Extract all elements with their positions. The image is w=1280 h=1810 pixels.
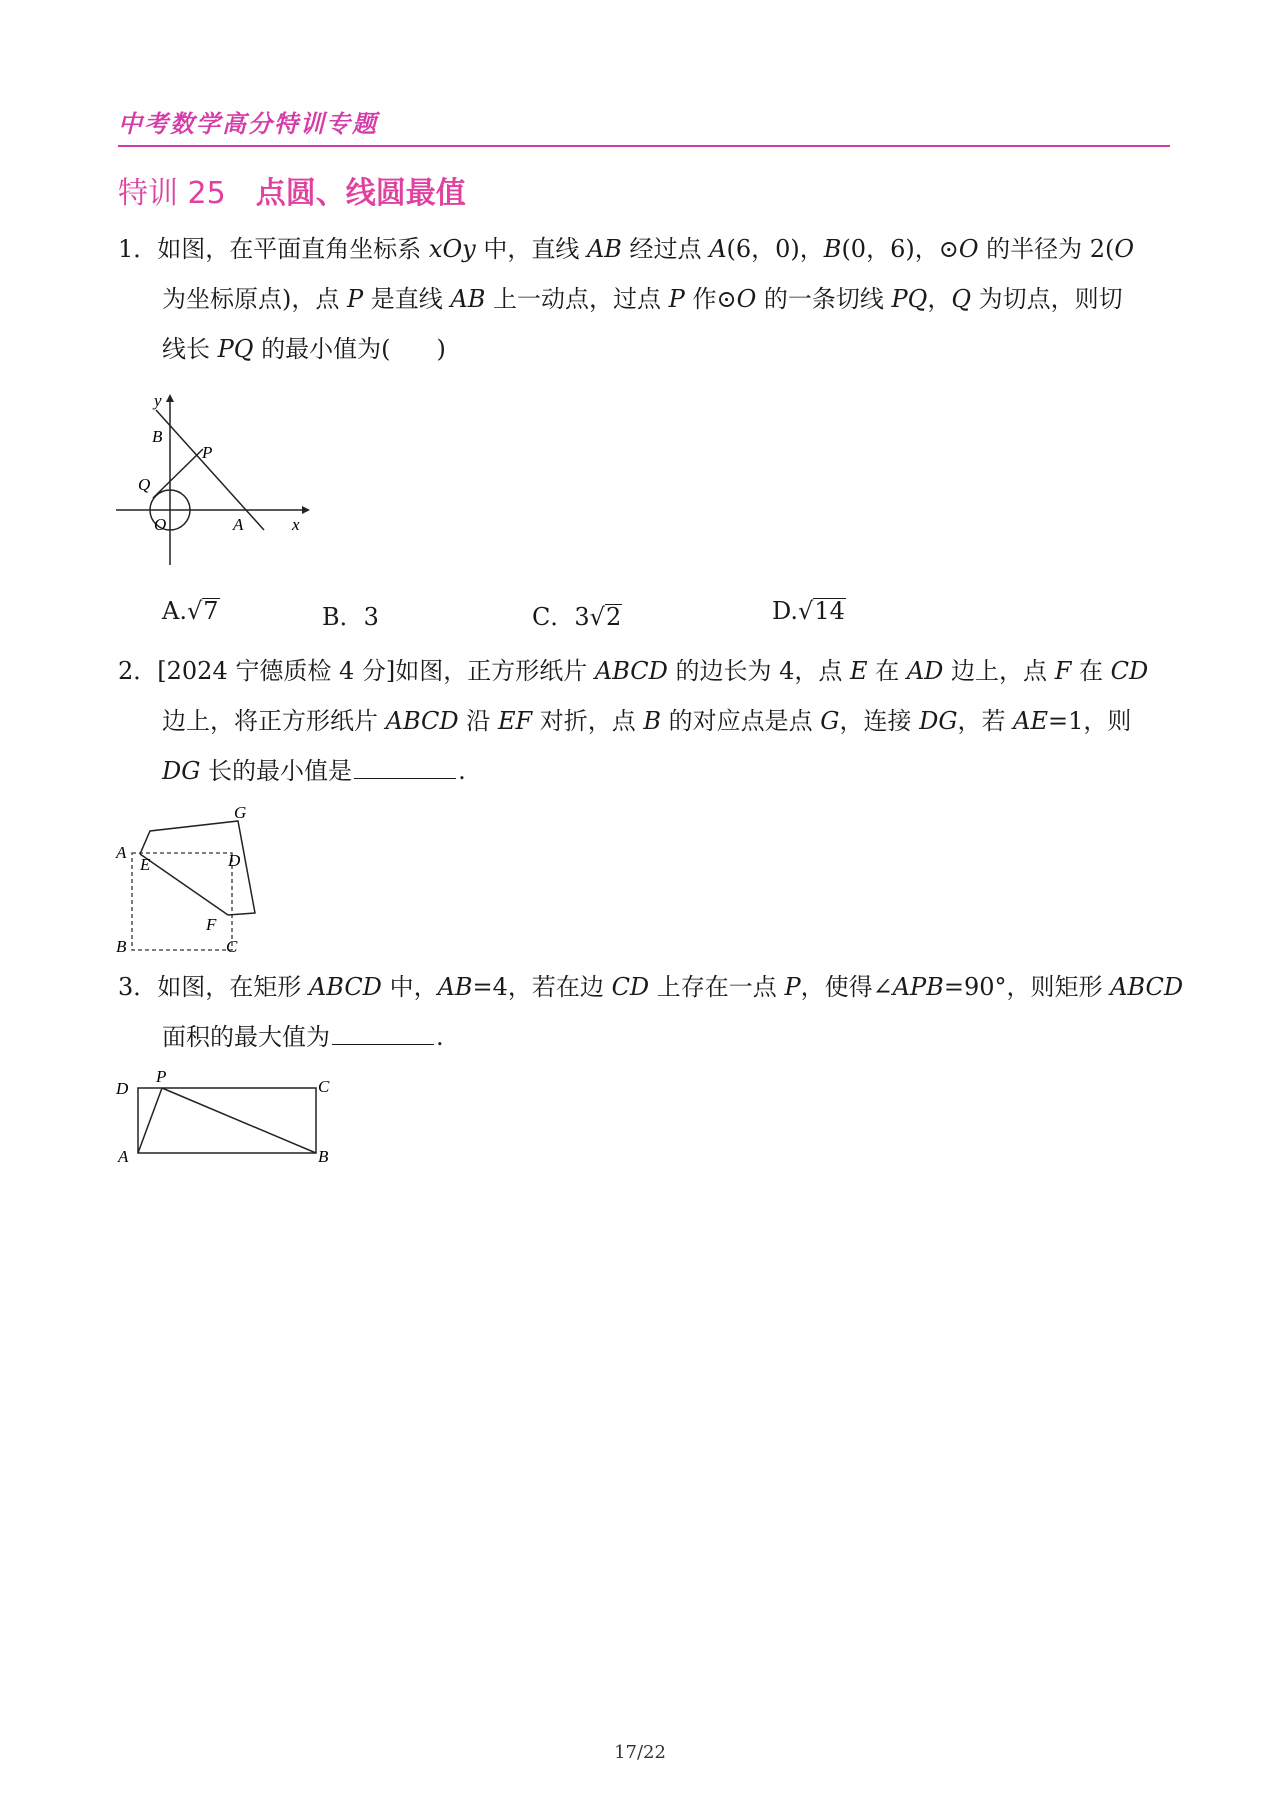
- q1-label-a: A: [233, 515, 244, 534]
- q1-option-a: A.√7: [162, 597, 219, 625]
- q1-line-2: 为坐标原点)，点 P 是直线 AB 上一动点，过点 P 作⊙O 的一条切线 PQ，Q 为切点，则切: [162, 285, 1123, 313]
- q2-label-f: F: [206, 915, 217, 934]
- q1-option-d: D.√14: [772, 597, 845, 625]
- q1-figure: [110, 390, 310, 570]
- q1-label-x: x: [292, 515, 300, 534]
- question-2: [118, 646, 1148, 796]
- answer-blank: [354, 754, 456, 779]
- q2-line-1: 2．[2024 宁德质检 4 分]如图，正方形纸片 ABCD 的边长为 4，点 E 在 AD 边上，点 F 在 CD: [118, 657, 1149, 685]
- q1-label-o: O: [154, 515, 167, 534]
- question-3: [118, 962, 1183, 1062]
- q2-line-2: 边上，将正方形纸片 ABCD 沿 EF 对折，点 B 的对应点是点 G，连接 DG，若 AE=1，则: [162, 707, 1132, 735]
- q2-figure: [110, 800, 270, 960]
- q2-label-d: D: [228, 851, 241, 870]
- q1-option-b: B．3: [322, 603, 379, 631]
- section-title: [118, 168, 466, 212]
- q2-label-a: A: [116, 843, 127, 862]
- q3-label-b: B: [318, 1147, 329, 1166]
- q3-label-d: D: [116, 1079, 129, 1098]
- q3-figure: [110, 1068, 350, 1178]
- header-rule: [118, 145, 1170, 147]
- q3-line-1: 3．如图，在矩形 ABCD 中，AB=4，若在边 CD 上存在一点 P，使得∠APB=90°，则矩形 ABCD: [118, 973, 1184, 1001]
- q1-label-p: P: [202, 443, 213, 462]
- q2-label-g: G: [234, 803, 247, 822]
- q3-label-c: C: [318, 1077, 330, 1096]
- q1-label-b: B: [152, 427, 163, 446]
- q3-line-2: 面积的最大值为 .: [118, 1012, 1183, 1062]
- page-number: 17/22: [614, 1742, 666, 1763]
- q2-label-c: C: [226, 937, 238, 956]
- series-header: 中考数学高分特训专题: [118, 109, 378, 138]
- q1-line-3: 线长 PQ 的最小值为( ): [162, 335, 446, 363]
- q2-line-3: DG 长的最小值是 .: [118, 746, 1148, 796]
- q3-label-p: P: [156, 1068, 167, 1086]
- q2-label-b: B: [116, 937, 127, 956]
- q3-label-a: A: [118, 1147, 129, 1166]
- q1-option-c: C．3√2: [532, 603, 622, 631]
- question-1: [118, 224, 1134, 374]
- section-number: 特训 25: [118, 176, 226, 211]
- answer-blank: [332, 1020, 434, 1045]
- q1-label-y: y: [154, 391, 162, 410]
- q1-label-q: Q: [138, 475, 151, 494]
- section-topic: 点圆、线圆最值: [255, 176, 466, 211]
- q2-label-e: E: [140, 855, 151, 874]
- q1-line-1: 1．如图，在平面直角坐标系 xOy 中，直线 AB 经过点 A(6，0)，B(0，6)，⊙O 的半径为 2(O: [118, 235, 1135, 263]
